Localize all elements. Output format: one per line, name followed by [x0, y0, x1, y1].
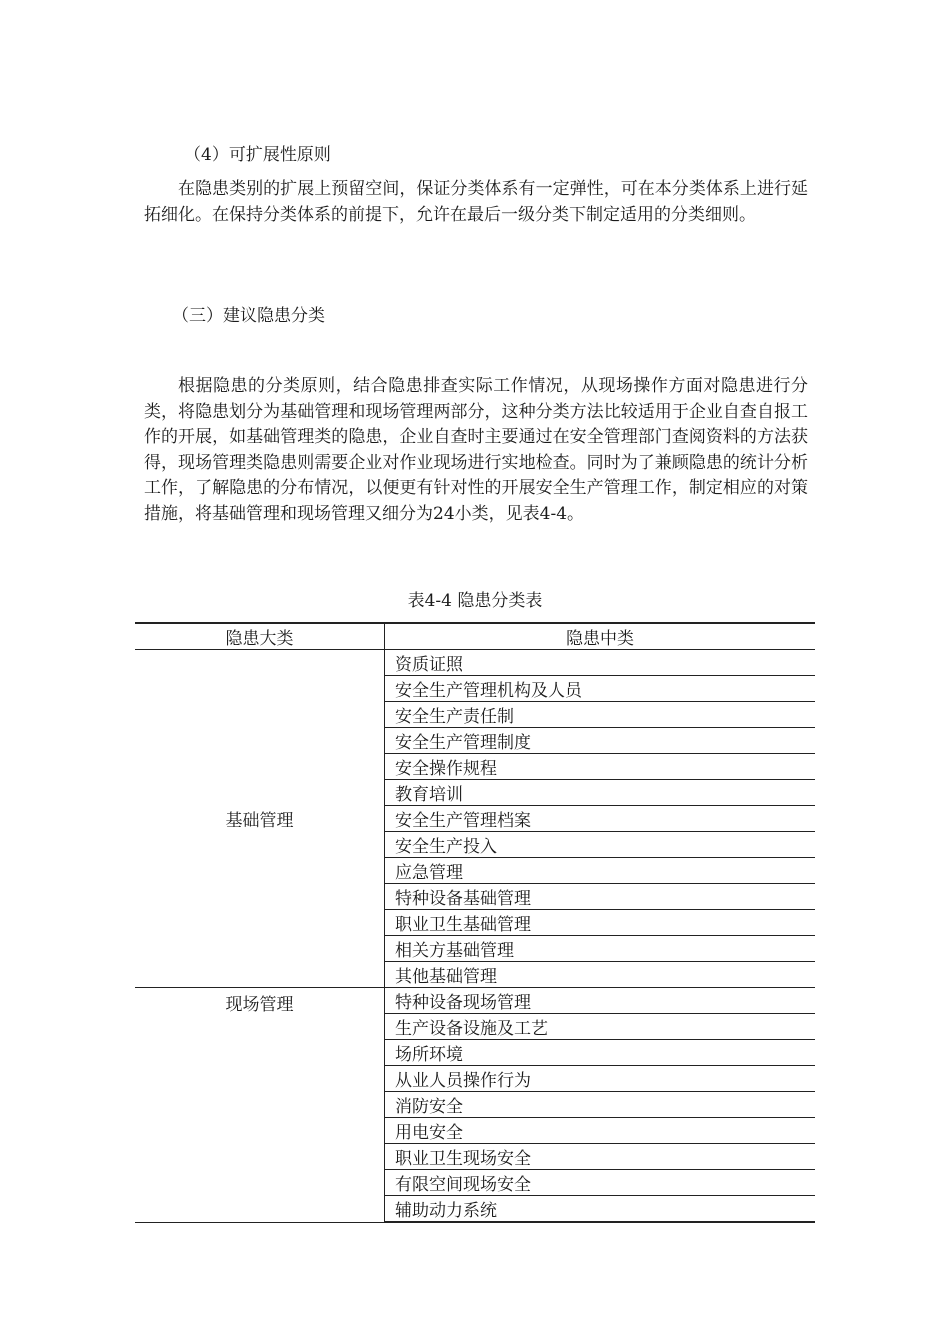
minor-category-cell: 用电安全	[385, 1118, 816, 1144]
minor-category-cell: 安全操作规程	[385, 754, 816, 780]
minor-category-cell: 资质证照	[385, 650, 816, 676]
section-3-heading: （三）建议隐患分类	[172, 306, 325, 326]
table-header-row	[135, 623, 815, 650]
minor-category-cell: 安全生产管理制度	[385, 728, 816, 754]
minor-category-cell: 其他基础管理	[385, 962, 816, 988]
hazard-classification-table	[135, 622, 815, 1223]
header-major-category: 隐患大类	[135, 623, 385, 650]
minor-category-cell: 场所环境	[385, 1040, 816, 1066]
minor-category-cell: 应急管理	[385, 858, 816, 884]
minor-category-cell: 安全生产责任制	[385, 702, 816, 728]
header-minor-category: 隐患中类	[385, 623, 816, 650]
table-caption: 表4-4 隐患分类表	[407, 591, 543, 611]
major-category-cell: 基础管理	[135, 650, 385, 988]
minor-category-cell: 安全生产管理机构及人员	[385, 676, 816, 702]
minor-category-cell: 相关方基础管理	[385, 936, 816, 962]
minor-category-cell: 从业人员操作行为	[385, 1066, 816, 1092]
minor-category-cell: 生产设备设施及工艺	[385, 1014, 816, 1040]
minor-category-cell: 辅助动力系统	[385, 1196, 816, 1223]
minor-category-cell: 安全生产投入	[385, 832, 816, 858]
section-4-heading: （4）可扩展性原则	[184, 145, 331, 165]
minor-category-cell: 消防安全	[385, 1092, 816, 1118]
table-row	[135, 988, 815, 1014]
minor-category-cell: 安全生产管理档案	[385, 806, 816, 832]
table-body	[135, 650, 815, 1223]
minor-category-cell: 特种设备基础管理	[385, 884, 816, 910]
section-3-paragraph: 根据隐患的分类原则，结合隐患排查实际工作情况，从现场操作方面对隐患进行分类，将隐患划分为基础管理和现场管理两部分，这种分类方法比较适用于企业自查自报工作的开展，如基础管理类的隐患，企业自查时主要通过在安全管理部门查阅资料的方法获得，现场管理类隐患则需要企业对作业现场进行实地检查。同时为了兼顾隐患的统计分析工作，了解隐患的分布情况，以便更有针对性的开展安全生产管理工作，制定相应的对策措施，将基础管理和现场管理又细分为24小类，见表4-4。	[144, 376, 808, 524]
section-4-paragraph: 在隐患类别的扩展上预留空间，保证分类体系有一定弹性，可在本分类体系上进行延拓细化。在保持分类体系的前提下，允许在最后一级分类下制定适用的分类细则。	[144, 179, 808, 225]
major-category-cell: 现场管理	[135, 988, 385, 1223]
minor-category-cell: 教育培训	[385, 780, 816, 806]
table-row	[135, 650, 815, 676]
minor-category-cell: 职业卫生现场安全	[385, 1144, 816, 1170]
minor-category-cell: 特种设备现场管理	[385, 988, 816, 1014]
minor-category-cell: 职业卫生基础管理	[385, 910, 816, 936]
minor-category-cell: 有限空间现场安全	[385, 1170, 816, 1196]
